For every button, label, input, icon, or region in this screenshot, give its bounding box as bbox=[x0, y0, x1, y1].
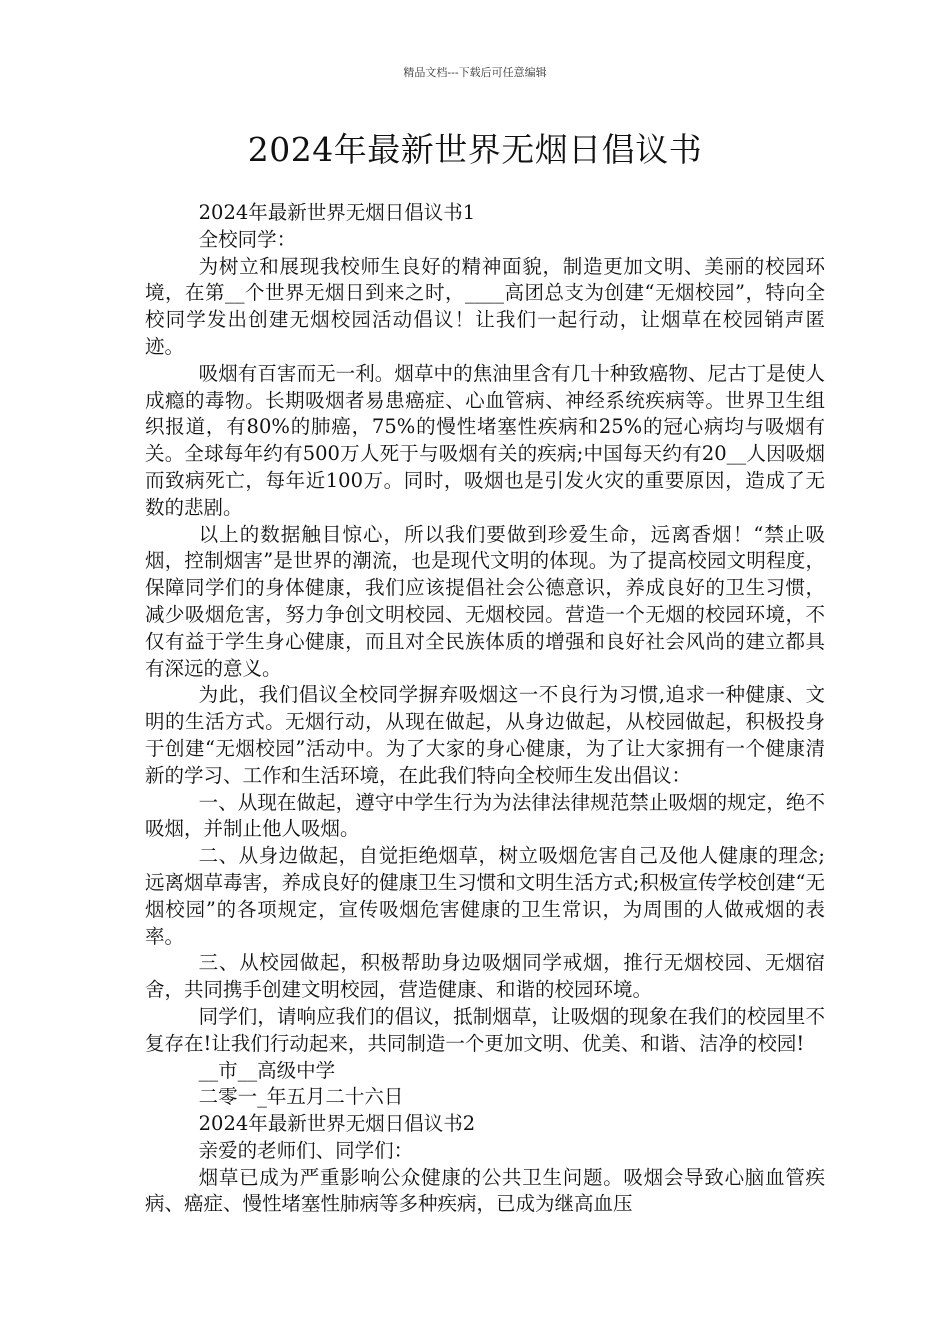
paragraph: 为树立和展现我校师生良好的精神面貌，制造更加文明、美丽的校园环境，在第__个世界无烟日到来之时，____高团总支为创建“无烟校园”，特向全校同学发出创建无烟校园活动倡议！让我们一起行动，让烟草在校园销声匿迹。 bbox=[145, 254, 825, 358]
closing-paragraph: 同学们，请响应我们的倡议，抵制烟草，让吸烟的现象在我们的校园里不复存在!让我们行动起来，共同制造一个更加文明、优美、和谐、洁净的校园! bbox=[145, 1004, 825, 1055]
proposal-item-3: 三、从校园做起，积极帮助身边吸烟同学戒烟，推行无烟校园、无烟宿舍，共同携手创建文明校园，营造健康、和谐的校园环境。 bbox=[145, 951, 825, 1002]
signature-school: __市__高级中学 bbox=[198, 1058, 336, 1082]
document-title: 2024年最新世界无烟日倡议书 bbox=[247, 130, 703, 169]
paragraph: 为此，我们倡议全校同学摒弃吸烟这一不良行为习惯,追求一种健康、文明的生活方式。无烟行动，从现在做起，从身边做起，从校园做起，积极投身于创建“无烟校园”活动中。为了大家的身心健康，为了让大家拥有一个健康清新的学习、工作和生活环境，在此我们特向全校师生发出倡议： bbox=[145, 683, 825, 787]
signature-date: 二零一_年五月二十六日 bbox=[198, 1085, 404, 1109]
proposal-item-1: 一、从现在做起，遵守中学生行为为法律法律规范禁止吸烟的规定，绝不吸烟，并制止他人吸烟。 bbox=[145, 790, 825, 841]
proposal-item-2: 二、从身边做起，自觉拒绝烟草，树立吸烟危害自己及他人健康的理念;远离烟草毒害，养成良好的健康卫生习惯和文明生活方式;积极宣传学校创建“无烟校园”的各项规定，宣传吸烟危害健康的卫生常识，为周围的人做戒烟的表率。 bbox=[145, 844, 825, 948]
salutation-1: 全校同学： bbox=[198, 227, 297, 251]
salutation-2: 亲爱的老师们、同学们： bbox=[198, 1138, 414, 1162]
header-note: 精品文档---下载后可任意编辑 bbox=[403, 66, 547, 79]
paragraph: 烟草已成为严重影响公众健康的公共卫生问题。吸烟会导致心脑血管疾病、癌症、慢性堵塞性肺病等多种疾病，已成为继高血压 bbox=[145, 1165, 825, 1216]
document-body bbox=[145, 200, 825, 1218]
section-heading-2: 2024年最新世界无烟日倡议书2 bbox=[198, 1112, 476, 1136]
section-heading-1: 2024年最新世界无烟日倡议书1 bbox=[198, 201, 476, 224]
paragraph: 以上的数据触目惊心，所以我们要做到珍爱生命，远离香烟！“禁止吸烟，控制烟害”是世界的潮流，也是现代文明的体现。为了提高校园文明程度，保障同学们的身体健康，我们应该提倡社会公德意识，养成良好的卫生习惯，减少吸烟危害，努力争创文明校园、无烟校园。营造一个无烟的校园环境，不仅有益于学生身心健康，而且对全民族体质的增强和良好社会风尚的建立都具有深远的意义。 bbox=[145, 522, 825, 680]
paragraph: 吸烟有百害而无一利。烟草中的焦油里含有几十种致癌物、尼古丁是使人成瘾的毒物。长期吸烟者易患癌症、心血管病、神经系统疾病等。世界卫生组织报道，有80%的肺癌，75%的慢性堵塞性疾病和25%的冠心病均与吸烟有关。全球每年约有500万人死于与吸烟有关的疾病;中国每天约有20__人因吸烟而致病死亡，每年近100万。同时，吸烟也是引发火灾的重要原因，造成了无数的悲剧。 bbox=[145, 361, 825, 519]
